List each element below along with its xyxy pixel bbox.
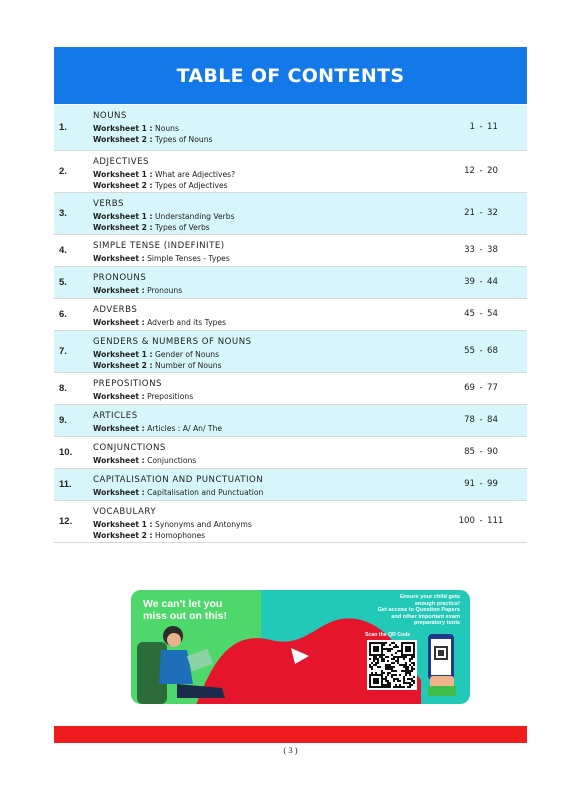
- page-start: 55: [464, 346, 475, 356]
- toc-chapter-title: PREPOSITIONS: [93, 379, 162, 389]
- promo-headline-line2: miss out on this!: [143, 610, 227, 622]
- page-end: 99: [487, 479, 498, 489]
- worksheet-label: Worksheet 1 :: [93, 350, 153, 359]
- page-start: 91: [464, 479, 475, 489]
- toc-worksheet-line: [93, 520, 252, 529]
- worksheet-topic: Types of Adjectives: [155, 181, 228, 190]
- worksheet-topic: Conjunctions: [147, 456, 197, 465]
- toc-chapter-title: GENDERS & NUMBERS OF NOUNS: [93, 337, 252, 347]
- worksheet-topic: What are Adjectives?: [155, 170, 236, 179]
- toc-row: [54, 373, 527, 405]
- toc-worksheet-line: [93, 223, 210, 232]
- toc-row: [54, 193, 527, 235]
- toc-worksheet-line: [93, 254, 230, 263]
- worksheet-label: Worksheet 1 :: [93, 520, 153, 529]
- toc-chapter-title: ADJECTIVES: [93, 157, 150, 167]
- toc-chapter-title: SIMPLE TENSE (INDEFINITE): [93, 241, 225, 251]
- page-end: 84: [487, 415, 498, 425]
- worksheet-topic: Gender of Nouns: [155, 350, 220, 359]
- toc-worksheet-line: [93, 181, 228, 190]
- worksheet-label: Worksheet :: [93, 392, 145, 401]
- toc-row: [54, 267, 527, 299]
- toc-row-number: 6.: [59, 309, 67, 320]
- toc-chapter-title: CONJUNCTIONS: [93, 443, 166, 453]
- toc-row: [54, 469, 527, 501]
- worksheet-topic: Number of Nouns: [155, 361, 222, 370]
- toc-row: [54, 405, 527, 437]
- page-start: 21: [464, 208, 475, 218]
- toc-row: [54, 299, 527, 331]
- page-end: 77: [487, 383, 498, 393]
- worksheet-label: Worksheet :: [93, 424, 145, 433]
- table-of-contents: [54, 105, 527, 543]
- toc-page-range: [447, 245, 507, 255]
- toc-worksheet-line: [93, 124, 179, 133]
- toc-page-range: [447, 277, 507, 287]
- toc-worksheet-line: [93, 286, 182, 295]
- page-range-dash: -: [479, 277, 483, 287]
- toc-worksheet-line: [93, 212, 235, 221]
- toc-worksheet-line: [93, 456, 196, 465]
- worksheet-label: Worksheet 2 :: [93, 135, 153, 144]
- toc-chapter-title: NOUNS: [93, 111, 127, 121]
- page-start: 100: [458, 516, 475, 526]
- page-end: 20: [487, 166, 498, 176]
- toc-chapter-title: ADVERBS: [93, 305, 138, 315]
- toc-row: [54, 437, 527, 469]
- footer-bar: [54, 726, 527, 743]
- toc-page-range: [447, 309, 507, 319]
- toc-page-range: [447, 346, 507, 356]
- toc-header-banner: [54, 47, 527, 104]
- worksheet-label: Worksheet 2 :: [93, 223, 153, 232]
- page-range-dash: -: [479, 346, 483, 356]
- toc-page-range: [447, 415, 507, 425]
- worksheet-topic: Adverb and its Types: [147, 318, 227, 327]
- page-range-dash: -: [479, 122, 483, 132]
- toc-row-number: 2.: [59, 166, 67, 177]
- page-start: 12: [464, 166, 475, 176]
- toc-page-range: [447, 383, 507, 393]
- page-start: 85: [464, 447, 475, 457]
- page-range-dash: -: [479, 166, 483, 176]
- toc-chapter-title: ARTICLES: [93, 411, 138, 421]
- promo-sub-line4: and other important exam: [391, 613, 460, 620]
- toc-worksheet-line: [93, 488, 263, 497]
- toc-worksheet-line: [93, 392, 193, 401]
- phone-icon: [426, 632, 458, 696]
- page-end: 90: [487, 447, 498, 457]
- toc-row: [54, 151, 527, 193]
- page-end: 44: [487, 277, 498, 287]
- toc-row-number: 8.: [59, 383, 67, 394]
- worksheet-topic: Prepositions: [147, 392, 194, 401]
- page-range-dash: -: [479, 447, 483, 457]
- scan-qr-label: Scan the QR Code: [365, 632, 411, 638]
- page-range-dash: -: [479, 383, 483, 393]
- page-end: 11: [487, 122, 498, 132]
- toc-row-number: 5.: [59, 277, 67, 288]
- toc-row-number: 9.: [59, 415, 67, 426]
- toc-row-number: 7.: [59, 346, 67, 357]
- page-start: 78: [464, 415, 475, 425]
- worksheet-label: Worksheet :: [93, 318, 145, 327]
- toc-page-range: [447, 516, 507, 526]
- toc-row: [54, 105, 527, 151]
- toc-row: [54, 501, 527, 543]
- toc-worksheet-line: [93, 531, 205, 540]
- page-end: 111: [487, 516, 504, 526]
- promo-banner[interactable]: [131, 590, 470, 704]
- worksheet-label: Worksheet 2 :: [93, 531, 153, 540]
- worksheet-topic: Types of Nouns: [155, 135, 213, 144]
- page-range-dash: -: [479, 516, 483, 526]
- worksheet-topic: Synonyms and Antonyms: [155, 520, 252, 529]
- page-range-dash: -: [479, 309, 483, 319]
- promo-sub-line3: Get access to Question Papers: [377, 607, 460, 614]
- toc-row: [54, 331, 527, 373]
- toc-row-number: 4.: [59, 245, 67, 256]
- page-end: 38: [487, 245, 498, 255]
- qr-code-icon[interactable]: [367, 640, 417, 690]
- page-start: 45: [464, 309, 475, 319]
- worksheet-topic: Understanding Verbs: [155, 212, 235, 221]
- page-range-dash: -: [479, 208, 483, 218]
- page-range-dash: -: [479, 479, 483, 489]
- toc-chapter-title: VOCABULARY: [93, 507, 157, 517]
- page-end: 68: [487, 346, 498, 356]
- toc-page-range: [447, 122, 507, 132]
- toc-row-number: 10.: [59, 447, 73, 458]
- page-number: ( 3 ): [283, 745, 298, 755]
- page-start: 39: [464, 277, 475, 287]
- toc-chapter-title: PRONOUNS: [93, 273, 147, 283]
- worksheet-topic: Articles : A/ An/ The: [147, 424, 223, 433]
- toc-row-number: 3.: [59, 208, 67, 219]
- toc-page-range: [447, 166, 507, 176]
- page-range-dash: -: [479, 415, 483, 425]
- promo-subtext: [345, 594, 460, 627]
- worksheet-label: Worksheet 1 :: [93, 170, 153, 179]
- toc-worksheet-line: [93, 170, 235, 179]
- toc-worksheet-line: [93, 350, 219, 359]
- worksheet-label: Worksheet :: [93, 488, 145, 497]
- toc-page-range: [447, 208, 507, 218]
- worksheet-topic: Nouns: [155, 124, 179, 133]
- toc-worksheet-line: [93, 318, 226, 327]
- toc-row: [54, 235, 527, 267]
- worksheet-label: Worksheet 1 :: [93, 124, 153, 133]
- promo-sub-line1: Ensure your child gets: [399, 594, 460, 600]
- toc-page-range: [447, 447, 507, 457]
- page-end: 32: [487, 208, 498, 218]
- worksheet-label: Worksheet :: [93, 456, 145, 465]
- promo-sub-line5: preparatory tools: [413, 620, 460, 627]
- worksheet-topic: Homophones: [155, 531, 206, 540]
- toc-row-number: 12.: [59, 516, 73, 527]
- toc-chapter-title: CAPITALISATION AND PUNCTUATION: [93, 475, 264, 485]
- reading-boy-illustration: [137, 622, 237, 704]
- promo-sub-line2: enough practice!: [414, 600, 460, 607]
- page-start: 33: [464, 245, 475, 255]
- toc-worksheet-line: [93, 135, 212, 144]
- worksheet-label: Worksheet 2 :: [93, 361, 153, 370]
- worksheet-topic: Simple Tenses - Types: [147, 254, 230, 263]
- page-title: TABLE OF CONTENTS: [176, 64, 405, 87]
- toc-worksheet-line: [93, 424, 222, 433]
- page-end: 54: [487, 309, 498, 319]
- page-start: 69: [464, 383, 475, 393]
- toc-row-number: 1.: [59, 122, 67, 133]
- toc-page-range: [447, 479, 507, 489]
- promo-headline: [143, 598, 227, 622]
- toc-chapter-title: VERBS: [93, 199, 124, 209]
- page-range-dash: -: [479, 245, 483, 255]
- promo-headline-line1: We can't let you: [143, 598, 223, 610]
- worksheet-label: Worksheet :: [93, 254, 145, 263]
- toc-row-number: 11.: [59, 479, 72, 490]
- worksheet-topic: Capitalisation and Punctuation: [147, 488, 264, 497]
- worksheet-label: Worksheet 1 :: [93, 212, 153, 221]
- worksheet-topic: Pronouns: [147, 286, 183, 295]
- page-start: 1: [469, 122, 475, 132]
- worksheet-label: Worksheet :: [93, 286, 145, 295]
- worksheet-label: Worksheet 2 :: [93, 181, 153, 190]
- worksheet-topic: Types of Verbs: [155, 223, 210, 232]
- toc-worksheet-line: [93, 361, 222, 370]
